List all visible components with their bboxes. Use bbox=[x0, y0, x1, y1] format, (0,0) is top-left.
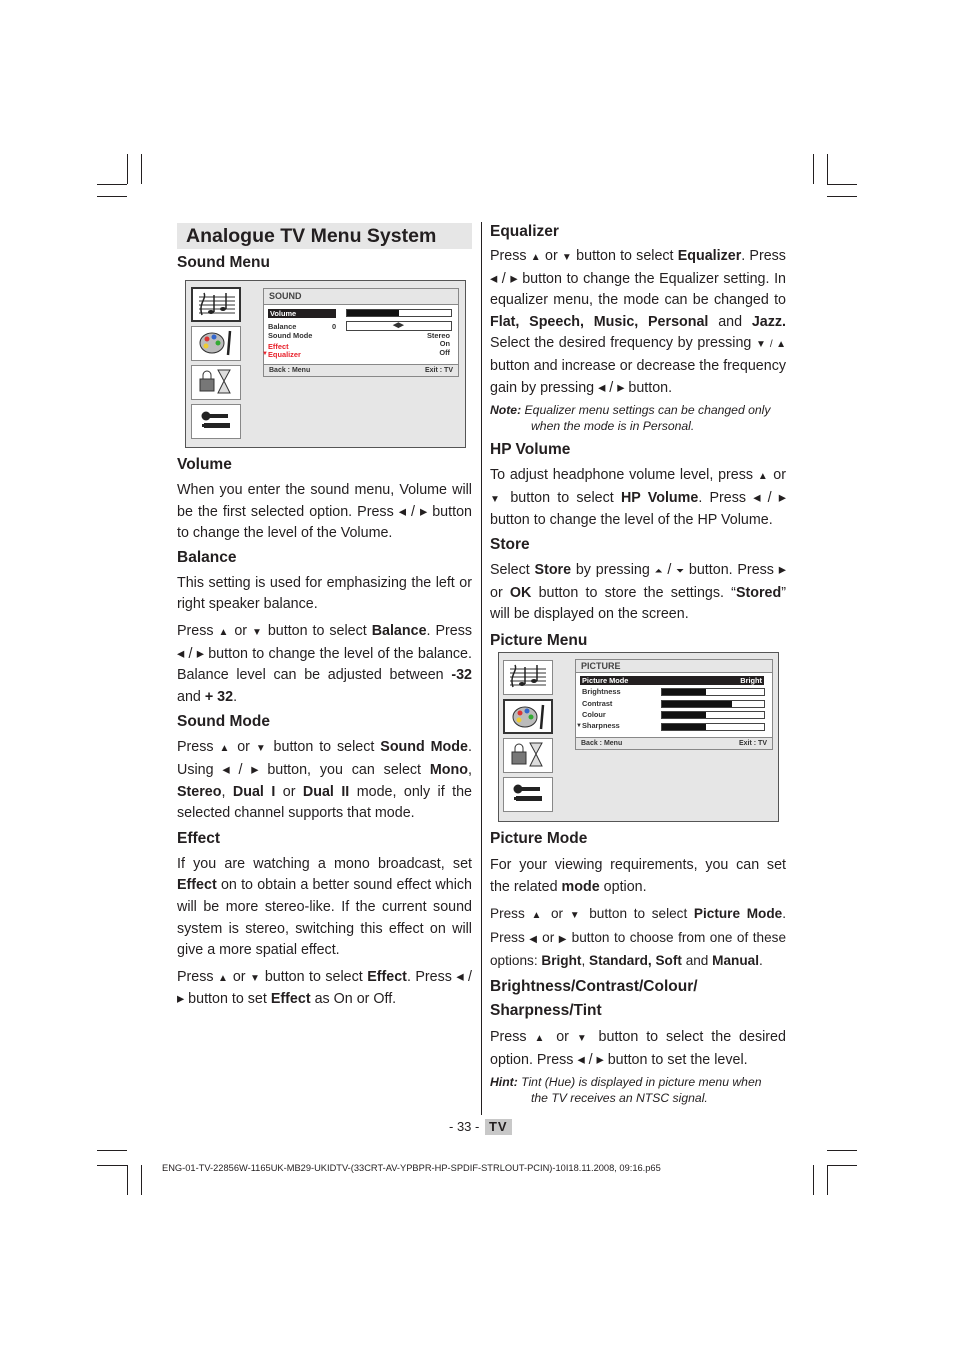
picture-tab bbox=[503, 699, 553, 734]
picture-menu-heading: Picture Menu bbox=[490, 631, 588, 649]
balance-text-2: Press ▲ or ▼ button to select Balance. Press ◂ / ▸ button to change the level of the balance. Balance level can be adjusted between -32 and + 32. bbox=[177, 622, 472, 705]
balance-text-1: This setting is used for emphasizing the left or right speaker balance. bbox=[177, 574, 472, 613]
picture-menu-title: PICTURE bbox=[576, 660, 772, 673]
picture-menu-panel bbox=[575, 659, 773, 750]
palette-icon bbox=[505, 701, 551, 732]
picture-item-contrast: Contrast bbox=[582, 699, 613, 708]
balance-marker: ◀▶ bbox=[393, 322, 404, 329]
hp-volume-heading: HP Volume bbox=[490, 441, 571, 459]
right-column bbox=[490, 222, 786, 651]
contrast-bar bbox=[661, 700, 765, 708]
colour-bar-fill bbox=[662, 712, 706, 718]
sound-item-sound-mode: Sound Mode bbox=[268, 331, 313, 340]
exit-hint: Exit : TV bbox=[738, 740, 767, 747]
sound-tab bbox=[191, 287, 241, 322]
picture-mode-value: Bright bbox=[740, 676, 762, 685]
palette-icon bbox=[192, 327, 238, 358]
timer-lock-icon bbox=[504, 739, 550, 770]
sound-menu-panel bbox=[263, 288, 459, 377]
page-title bbox=[177, 223, 472, 249]
right-column-lower bbox=[490, 829, 786, 1106]
sound-mode-value: Stereo bbox=[426, 331, 450, 340]
features-tab bbox=[191, 365, 241, 400]
music-notes-icon bbox=[504, 661, 550, 692]
crop-mark bbox=[827, 196, 857, 197]
file-footer: ENG-01-TV-22856W-1165UK-MB29-UKIDTV-(33CRT-AV-YPBPR-HP-SPDIF-STRLOUT-PCIN)-10I18.11.2008, 09:16.p65 bbox=[162, 1163, 661, 1173]
features-tab bbox=[503, 738, 553, 773]
page-number bbox=[449, 1119, 512, 1135]
picture-item-sharpness: Sharpness bbox=[582, 721, 620, 730]
hp-volume-text: To adjust headphone volume level, press ▲ or ▼ button to select HP Volume. Press ◂ / ▸ button to change the level of the HP Volume. bbox=[490, 467, 786, 529]
sound-item-effect: Effect bbox=[268, 342, 289, 351]
crop-mark bbox=[827, 184, 857, 185]
exit-hint: Exit : TV bbox=[424, 367, 453, 374]
crop-mark bbox=[813, 154, 814, 184]
picture-menu-footer bbox=[576, 737, 772, 749]
colour-bar bbox=[661, 711, 765, 719]
tools-icon bbox=[504, 778, 550, 809]
sharpness-bar-fill bbox=[662, 724, 706, 730]
sound-menu-title: SOUND bbox=[264, 289, 458, 305]
brightness-heading: Brightness/Contrast/Colour/ Sharpness/Tint bbox=[490, 977, 698, 1019]
equalizer-text: Press ▲ or ▼ button to select Equalizer. Press ◂ / ▸ button to change the Equalizer setting. In equalizer menu, the mode can be changed to Flat, Speech, Music, Personal and Jazz. Select the desired frequency by pressing ▼ / ▲ button and increase or decrease the frequency gain by pressing ◂ / ▸ button. bbox=[490, 248, 786, 396]
sound-menu-heading: Sound Menu bbox=[177, 254, 270, 271]
page-title-text: Analogue TV Menu System bbox=[186, 225, 437, 247]
back-hint: Back : Menu bbox=[269, 367, 311, 374]
picture-item-brightness: Brightness bbox=[582, 687, 621, 696]
brightness-bar bbox=[661, 688, 765, 696]
sound-item-volume: Volume bbox=[268, 309, 336, 318]
crop-mark bbox=[97, 1165, 127, 1166]
back-hint: Back : Menu bbox=[581, 740, 623, 747]
volume-heading: Volume bbox=[177, 456, 232, 473]
picture-mode-label: Picture Mode bbox=[582, 676, 629, 685]
picture-mode-text-2: Press ▲ or ▼ button to select Picture Mode. Press ◀ or ▶ button to choose from one of these options: Bright, Standard, Soft and Manual. bbox=[490, 906, 787, 969]
store-text: Select Store by pressing ⏶ / ⏷ button. Press ▸ or OK button to store the settings. “Stored” will be displayed on the screen. bbox=[490, 561, 786, 623]
balance-heading: Balance bbox=[177, 548, 237, 566]
effect-value: On bbox=[439, 339, 450, 348]
sound-mode-heading: Sound Mode bbox=[177, 713, 270, 731]
store-heading: Store bbox=[490, 535, 530, 553]
volume-bar bbox=[346, 309, 452, 317]
effect-heading: Effect bbox=[177, 829, 221, 847]
crop-mark bbox=[827, 154, 828, 184]
crop-mark bbox=[127, 154, 128, 184]
tools-icon bbox=[192, 405, 238, 436]
column-divider bbox=[481, 222, 482, 1115]
crop-mark bbox=[827, 1150, 857, 1151]
crop-mark bbox=[141, 154, 142, 184]
crop-mark bbox=[97, 1150, 127, 1151]
effect-text-2: Press ▲ or ▼ button to select Effect. Press ◂ / ▸ button to set Effect as On or Off. bbox=[177, 968, 472, 1008]
volume-text: When you enter the sound menu, Volume will be the first selected option. Press ◂ / ▸ button to change the level of the Volume. bbox=[177, 482, 472, 542]
crop-mark bbox=[827, 1165, 857, 1166]
picture-mode-heading: Picture Mode bbox=[490, 830, 588, 847]
contrast-bar-fill bbox=[662, 701, 732, 707]
balance-value: 0 bbox=[332, 322, 337, 331]
picture-tab bbox=[191, 326, 241, 361]
install-tab bbox=[503, 777, 553, 812]
sound-mode-text: Press ▲ or ▼ button to select Sound Mode. Using ◂ / ▸ button, you can select Mono, Stereo, Dual I or Dual II mode, only if the selected channel supports that mode. bbox=[177, 739, 472, 822]
hint-note: Hint: Tint (Hue) is displayed in picture menu when the TV receives an NTSC signal. bbox=[490, 1075, 762, 1106]
crop-mark bbox=[813, 1165, 814, 1195]
sound-tab bbox=[503, 660, 553, 695]
scroll-down-marker: ▼ bbox=[576, 723, 582, 729]
sound-item-equalizer: Equalizer bbox=[268, 350, 301, 359]
timer-lock-icon bbox=[192, 366, 238, 397]
sound-item-balance: Balance bbox=[268, 322, 297, 331]
crop-mark bbox=[97, 196, 127, 197]
page-number-text: - 33 - bbox=[449, 1119, 480, 1134]
crop-mark bbox=[827, 1165, 828, 1195]
sound-menu-footer bbox=[264, 364, 458, 376]
effect-text-1: If you are watching a mono broadcast, set Effect on to obtain a better sound effect which will be more stereo-like. If the current sound system is stereo, switching this effect on will give a more spatial effect. bbox=[177, 855, 472, 959]
equalizer-value: Off bbox=[439, 348, 450, 357]
balance-bar bbox=[346, 321, 452, 331]
picture-mode-text-1: For your viewing requirements, you can set the related mode option. bbox=[490, 857, 786, 895]
crop-mark bbox=[127, 1165, 128, 1195]
volume-bar-fill bbox=[347, 310, 399, 316]
page-tag: TV bbox=[485, 1119, 512, 1135]
left-column bbox=[177, 455, 472, 1011]
equalizer-heading: Equalizer bbox=[490, 223, 559, 240]
brightness-text: Press ▲ or ▼ button to select the desired option. Press ◂ / ▸ button to set the level. bbox=[490, 1028, 786, 1068]
scroll-down-marker: ▼ bbox=[262, 351, 268, 357]
brightness-bar-fill bbox=[662, 689, 706, 695]
equalizer-note: Note: Equalizer menu settings can be changed only when the mode is in Personal. bbox=[490, 403, 771, 434]
music-notes-icon bbox=[193, 289, 239, 320]
picture-item-colour: Colour bbox=[582, 710, 606, 719]
crop-mark bbox=[97, 184, 127, 185]
sound-menu-screenshot bbox=[185, 280, 466, 448]
picture-item-mode bbox=[580, 676, 764, 685]
crop-mark bbox=[141, 1165, 142, 1195]
sharpness-bar bbox=[661, 723, 765, 731]
picture-menu-screenshot bbox=[498, 652, 779, 822]
install-tab bbox=[191, 404, 241, 439]
